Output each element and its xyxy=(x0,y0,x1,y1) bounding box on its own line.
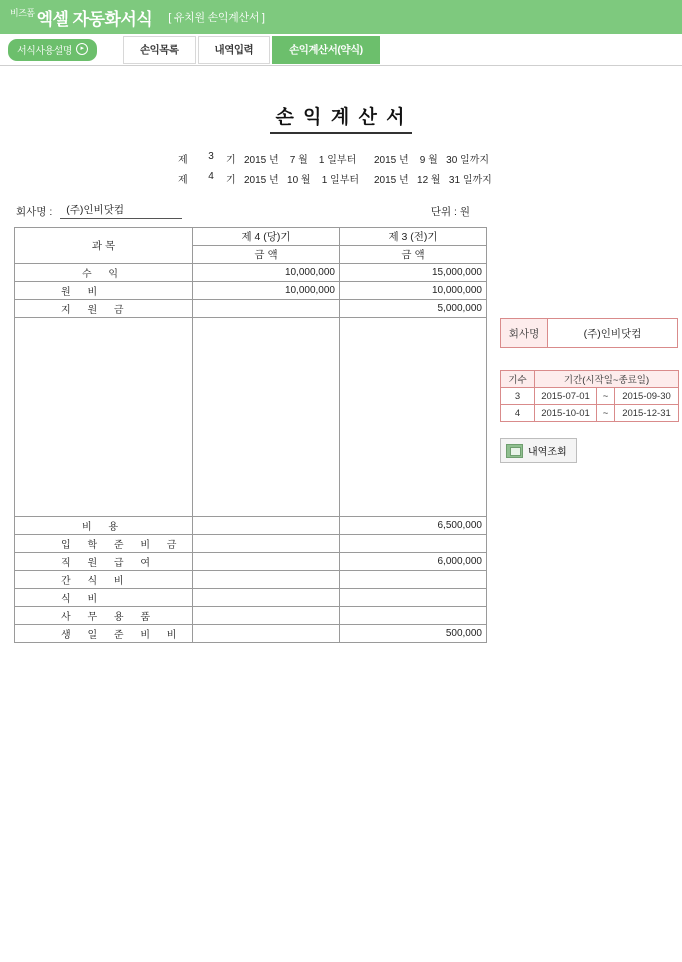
tab-income-list[interactable]: 손익목록 xyxy=(123,36,196,64)
table-row xyxy=(15,571,487,589)
column-header-current: 제 4 (당)기 xyxy=(193,228,340,246)
tab-detail-input[interactable]: 내역입력 xyxy=(198,36,271,64)
toolbar xyxy=(0,34,682,66)
row-previous-amount: 5,000,000 xyxy=(340,300,487,318)
row-current-amount: 10,000,000 xyxy=(193,264,340,282)
copy-sheet-icon xyxy=(506,444,523,458)
row-previous-amount xyxy=(340,589,487,607)
period-row-end: 2015-09-30 xyxy=(615,388,679,405)
row-current-amount xyxy=(193,625,340,643)
period-row-no: 3 xyxy=(501,388,535,405)
table-row xyxy=(15,535,487,553)
table-row xyxy=(15,300,487,318)
period-row-no: 4 xyxy=(501,405,535,422)
row-current-amount xyxy=(193,535,340,553)
period-row-tilde: ~ xyxy=(597,405,615,422)
period-lines xyxy=(14,151,668,186)
table-spacer-row xyxy=(15,318,487,517)
period-line-1: 제 3 기 2015 년 7 월 1 일부터 2015 년 9 월 30 일까지 xyxy=(178,151,490,166)
column-header-previous: 제 3 (전)기 xyxy=(340,228,487,246)
period-col-header-range: 기간(시작일~종료일) xyxy=(535,371,679,388)
table-header-row xyxy=(15,228,487,246)
row-account-name xyxy=(15,318,193,517)
table-row xyxy=(15,625,487,643)
side-company-box xyxy=(500,318,678,348)
period-table-header-row xyxy=(501,371,679,388)
row-previous-amount xyxy=(340,571,487,589)
table-row xyxy=(15,264,487,282)
table-row xyxy=(15,589,487,607)
table-row xyxy=(15,553,487,571)
row-account-name: 비 용 xyxy=(15,517,193,535)
row-current-amount xyxy=(193,571,340,589)
table-row xyxy=(15,282,487,300)
row-account-name: 수 익 xyxy=(15,264,193,282)
tab-list xyxy=(123,36,380,64)
period-row-end: 2015-12-31 xyxy=(615,405,679,422)
row-account-name: 지 원 금 xyxy=(15,300,193,318)
page-title: 손 익 계 산 서 xyxy=(14,102,668,129)
brand-subtitle: 비즈폼 xyxy=(10,8,35,18)
app-header xyxy=(0,0,682,34)
row-previous-amount: 10,000,000 xyxy=(340,282,487,300)
document-meta xyxy=(14,202,668,219)
row-previous-amount: 6,000,000 xyxy=(340,553,487,571)
side-panel xyxy=(500,318,678,463)
period-selection-table xyxy=(500,370,679,422)
company-label: 회사명 : xyxy=(16,206,53,218)
row-current-amount xyxy=(193,300,340,318)
help-button-label: 서식사용설명 xyxy=(17,45,72,57)
brand-title: 엑셀 자동화서식 xyxy=(36,9,153,29)
column-header-account: 과 목 xyxy=(15,228,193,264)
row-current-amount: 10,000,000 xyxy=(193,282,340,300)
row-previous-amount: 500,000 xyxy=(340,625,487,643)
table-row[interactable] xyxy=(501,405,679,422)
lookup-button[interactable] xyxy=(500,438,577,463)
row-previous-amount xyxy=(340,535,487,553)
row-current-amount xyxy=(193,607,340,625)
row-previous-amount xyxy=(340,318,487,517)
lookup-button-label: 내역조회 xyxy=(528,447,567,458)
period-line-2: 제 4 기 2015 년 10 월 1 일부터 2015 년 12 월 31 일까지 xyxy=(178,171,492,186)
period-row-start: 2015-07-01 xyxy=(535,388,597,405)
row-account-name: 사 무 용 품 xyxy=(15,607,193,625)
income-statement-table xyxy=(14,227,487,643)
row-previous-amount: 6,500,000 xyxy=(340,517,487,535)
side-company-label: 회사명 xyxy=(501,319,548,347)
company-value: (주)인비닷컴 xyxy=(60,202,182,219)
row-previous-amount xyxy=(340,607,487,625)
play-circle-icon: ▸ xyxy=(76,43,88,55)
table-row xyxy=(15,517,487,535)
document-tag: [ 유치원 손익계산서 ] xyxy=(168,12,265,24)
period-row-start: 2015-10-01 xyxy=(535,405,597,422)
row-account-name: 원 비 xyxy=(15,282,193,300)
row-account-name: 입 학 준 비 금 xyxy=(15,535,193,553)
row-account-name: 식 비 xyxy=(15,589,193,607)
worksheet xyxy=(0,102,682,643)
row-current-amount xyxy=(193,553,340,571)
period-col-header-no: 기수 xyxy=(501,371,535,388)
help-button[interactable] xyxy=(8,39,97,61)
period-row-tilde: ~ xyxy=(597,388,615,405)
row-current-amount xyxy=(193,318,340,517)
row-account-name: 직 원 급 여 xyxy=(15,553,193,571)
row-current-amount xyxy=(193,589,340,607)
table-row[interactable] xyxy=(501,388,679,405)
table-row xyxy=(15,607,487,625)
unit-label: 단위 : 원 xyxy=(430,206,470,218)
column-subheader-amount-previous: 금 액 xyxy=(340,246,487,264)
row-previous-amount: 15,000,000 xyxy=(340,264,487,282)
row-current-amount xyxy=(193,517,340,535)
side-company-value[interactable]: (주)인비닷컴 xyxy=(548,319,677,347)
row-account-name: 생 일 준 비 비 xyxy=(15,625,193,643)
row-account-name: 간 식 비 xyxy=(15,571,193,589)
tab-income-statement[interactable]: 손익계산서(약식) xyxy=(272,36,380,64)
column-subheader-amount-current: 금 액 xyxy=(193,246,340,264)
